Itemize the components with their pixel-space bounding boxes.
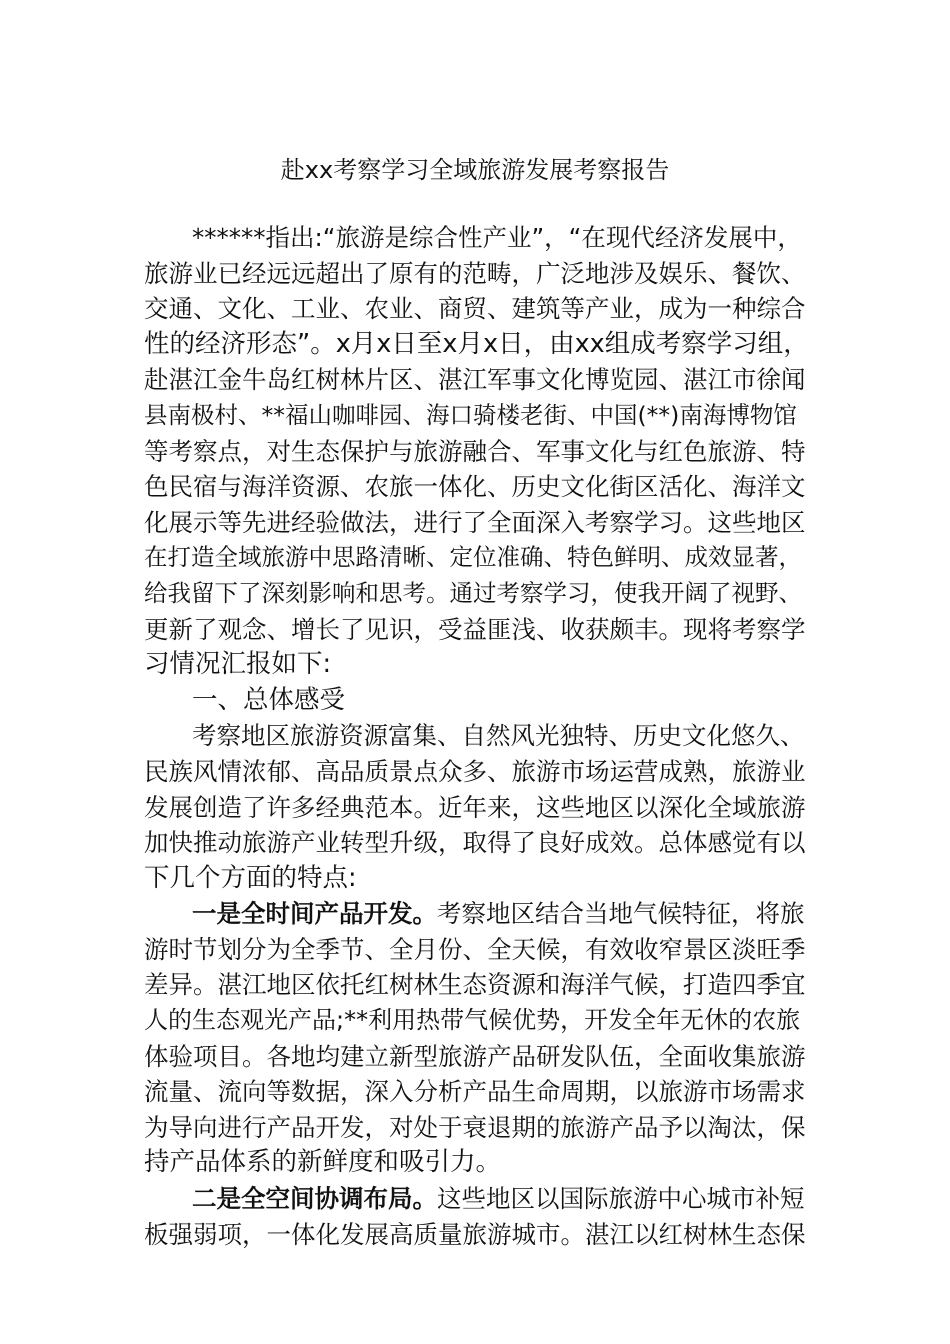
document-title: 赴xx考察学习全域旅游发展考察报告 (280, 156, 670, 184)
text-line (144, 327, 810, 363)
line-text: 为导向进行产品开发，对处于衰退期的旅游产品予以淘汰，保 (144, 1112, 806, 1142)
line-text: 考察地区旅游资源富集、自然风光独特、历史文化悠久、 (192, 721, 805, 751)
text-line (144, 754, 810, 790)
line-text: 旅游业已经远远超出了原有的范畴，广泛地涉及娱乐、餐饮、 (144, 258, 806, 288)
text-line (144, 1110, 810, 1146)
text-line (144, 576, 810, 612)
text-line (144, 291, 810, 327)
text-line (144, 540, 810, 576)
line-text: 板强弱项，一体化发展高质量旅游城市。湛江以红树林生态保 (144, 1219, 806, 1249)
text-line (144, 362, 810, 398)
text-line (144, 825, 810, 861)
line-text: 持产品体系的新鲜度和吸引力。 (144, 1147, 502, 1178)
text-line (144, 932, 810, 968)
text-line (144, 1039, 810, 1075)
bold-lead: 二是全空间协调布局。 (192, 1184, 437, 1214)
text-line (144, 896, 810, 932)
line-text: 等考察点，对生态保护与旅游融合、军事文化与红色旅游、特 (144, 436, 806, 466)
line-text: 县南极村、**福山咖啡园、海口骑楼老街、中国(**)南海博物馆 (144, 400, 797, 429)
text-line (144, 434, 810, 470)
text-line (144, 967, 810, 1003)
line-text: ******指出:“旅游是综合性产业”，“在现代经济发展中， (192, 223, 802, 252)
line-text: 一、总体感受 (192, 684, 346, 715)
text-line (144, 220, 810, 256)
line-text: 流量、流向等数据，深入分析产品生命周期，以旅游市场需求 (144, 1077, 806, 1107)
text-line (144, 505, 810, 541)
text-line (144, 718, 810, 754)
text-line (144, 790, 810, 826)
line-text: 下几个方面的特点: (144, 862, 357, 893)
document-body (144, 220, 810, 1252)
text-line (144, 1217, 810, 1253)
text-line (144, 683, 810, 719)
line-text: 考察地区结合当地气候特征，将旅 (437, 899, 805, 929)
line-text: 差异。湛江地区依托红树林生态资源和海洋气候，打造四季宜 (144, 970, 806, 1000)
text-line (144, 861, 810, 897)
text-line (144, 256, 810, 292)
text-line (144, 612, 810, 648)
line-text: 更新了观念、增长了见识，受益匪浅、收获颇丰。现将考察学 (144, 614, 806, 644)
line-text: 加快推动旅游产业转型升级，取得了良好成效。总体感觉有以 (144, 828, 806, 858)
line-text: 赴湛江金牛岛红树林片区、湛江军事文化博览园、湛江市徐闻 (144, 365, 806, 395)
line-text: 性的经济形态”。x月x日至x月x日，由xx组成考察学习组， (144, 328, 809, 359)
line-text: 交通、文化、工业、农业、商贸、建筑等产业，成为一种综合 (144, 294, 806, 324)
text-line (144, 469, 810, 505)
text-line (144, 398, 810, 434)
text-line (144, 1003, 810, 1039)
line-text: 在打造全域旅游中思路清晰、定位准确、特色鲜明、成效显著， (144, 543, 802, 572)
line-text: 给我留下了深刻影响和思考。通过考察学习，使我开阔了视野、 (144, 578, 802, 607)
bold-lead: 一是全时间产品开发。 (192, 899, 437, 929)
line-text: 色民宿与海洋资源、农旅一体化、历史文化街区活化、海洋文 (144, 472, 806, 502)
text-line (144, 647, 810, 683)
line-text: 民族风情浓郁、高品质景点众多、旅游市场运营成熟，旅游业 (144, 756, 806, 786)
line-text: 发展创造了许多经典范本。近年来，这些地区以深化全域旅游 (144, 792, 806, 822)
line-text: 习情况汇报如下: (144, 649, 332, 680)
text-line (144, 1145, 810, 1181)
line-text: 化展示等先进经验做法，进行了全面深入考察学习。这些地区 (144, 507, 806, 537)
line-text: 这些地区以国际旅游中心城市补短 (437, 1184, 805, 1214)
line-text: 游时节划分为全季节、全月份、全天候，有效收窄景区淡旺季 (144, 934, 806, 964)
line-text: 体验项目。各地均建立新型旅游产品研发队伍，全面收集旅游 (144, 1041, 806, 1071)
text-line (144, 1074, 810, 1110)
line-text: 人的生态观光产品;**利用热带气候优势，开发全年无休的农旅 (144, 1006, 801, 1035)
text-line (144, 1181, 810, 1217)
